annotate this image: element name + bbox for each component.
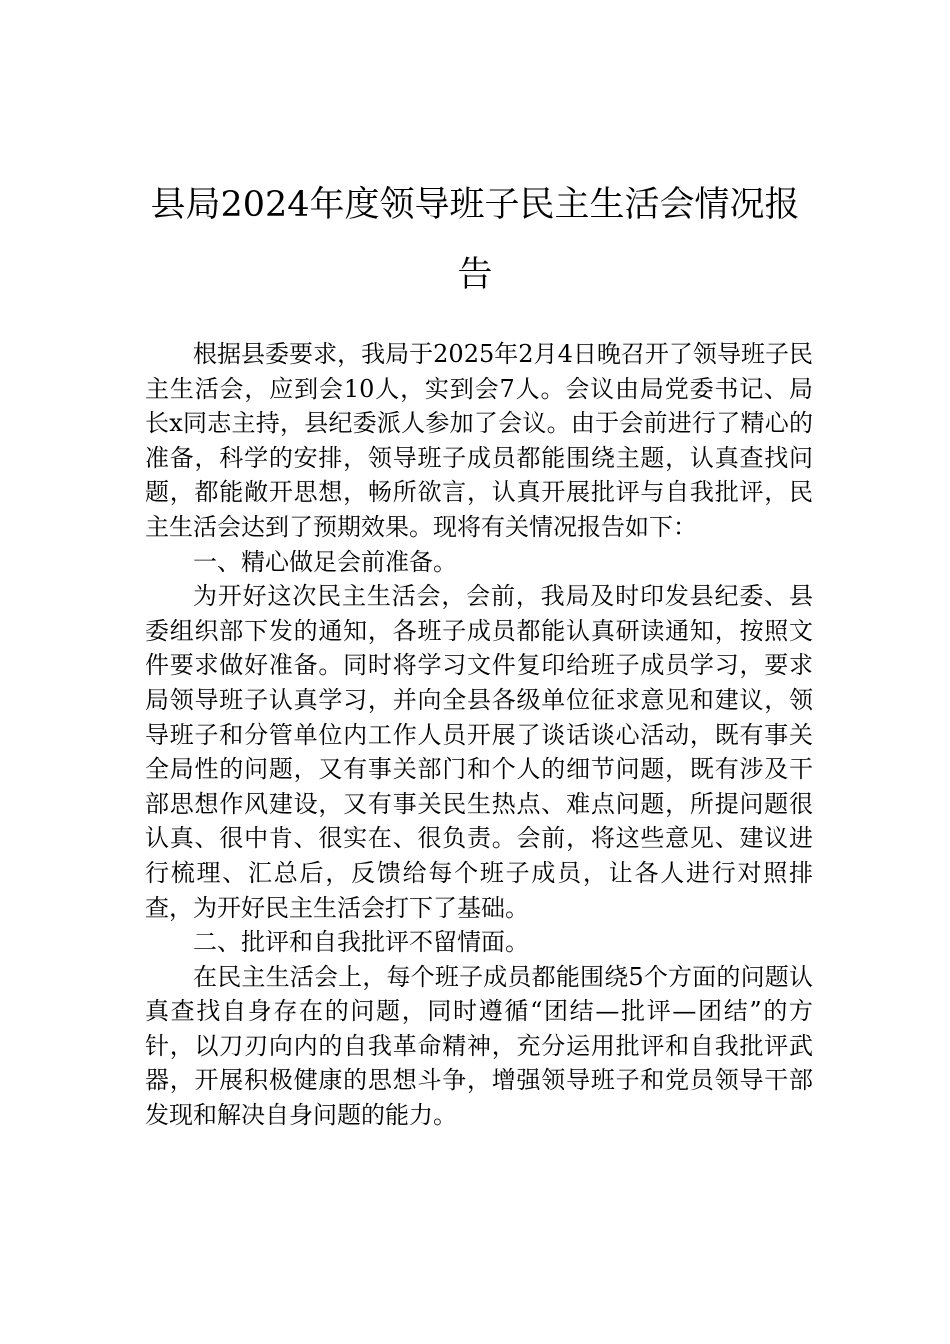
section-1-paragraph: 为开好这次民主生活会，会前，我局及时印发县纪委、县委组织部下发的通知，各班子成员都能认真研读通知，按照文件要求做好准备。同时将学习文件复印给班子成员学习，要求局领导班子认真学习，并向全县各级单位征求意见和建议，领导班子和分管单位内工作人员开展了谈话谈心活动，既有事关全局性的问题，又有事关部门和个人的细节问题，既有涉及干部思想作风建设，又有事关民生热点、难点问题，所提问题很认真、很中肯、很实在、很负责。会前，将这些意见、建议进行梳理、汇总后，反馈给每个班子成员，让各人进行对照排查，为开好民主生活会打下了基础。 [145, 582, 813, 922]
section-1-heading: 一、精心做足会前准备。 [193, 547, 457, 576]
section-2-heading: 二、批评和自我批评不留情面。 [193, 928, 529, 957]
section-2-paragraph: 在民主生活会上，每个班子成员都能围绕5个方面的问题认真查找自身存在的问题，同时遵循“团结—批评—团结”的方针，以刀刃向内的自我革命精神，充分运用批评和自我批评武器，开展积极健康的思想斗争，增强领导班子和党员领导干部发现和解决自身问题的能力。 [145, 962, 813, 1130]
title-line-2: 告 [457, 255, 493, 295]
title-line-1: 县局2024年度领导班子民主生活会情况报 [150, 185, 800, 225]
document-body [145, 337, 813, 1133]
document-title [120, 170, 830, 310]
intro-paragraph: 根据县委要求，我局于2025年2月4日晚召开了领导班子民主生活会，应到会10人，实到会7人。会议由局党委书记、局长x同志主持，县纪委派人参加了会议。由于会前进行了精心的准备，科学的安排，领导班子成员都能围绕主题，认真查找问题，都能敞开思想，畅所欲言，认真开展批评与自我批评，民主生活会达到了预期效果。现将有关情况报告如下： [145, 340, 813, 541]
